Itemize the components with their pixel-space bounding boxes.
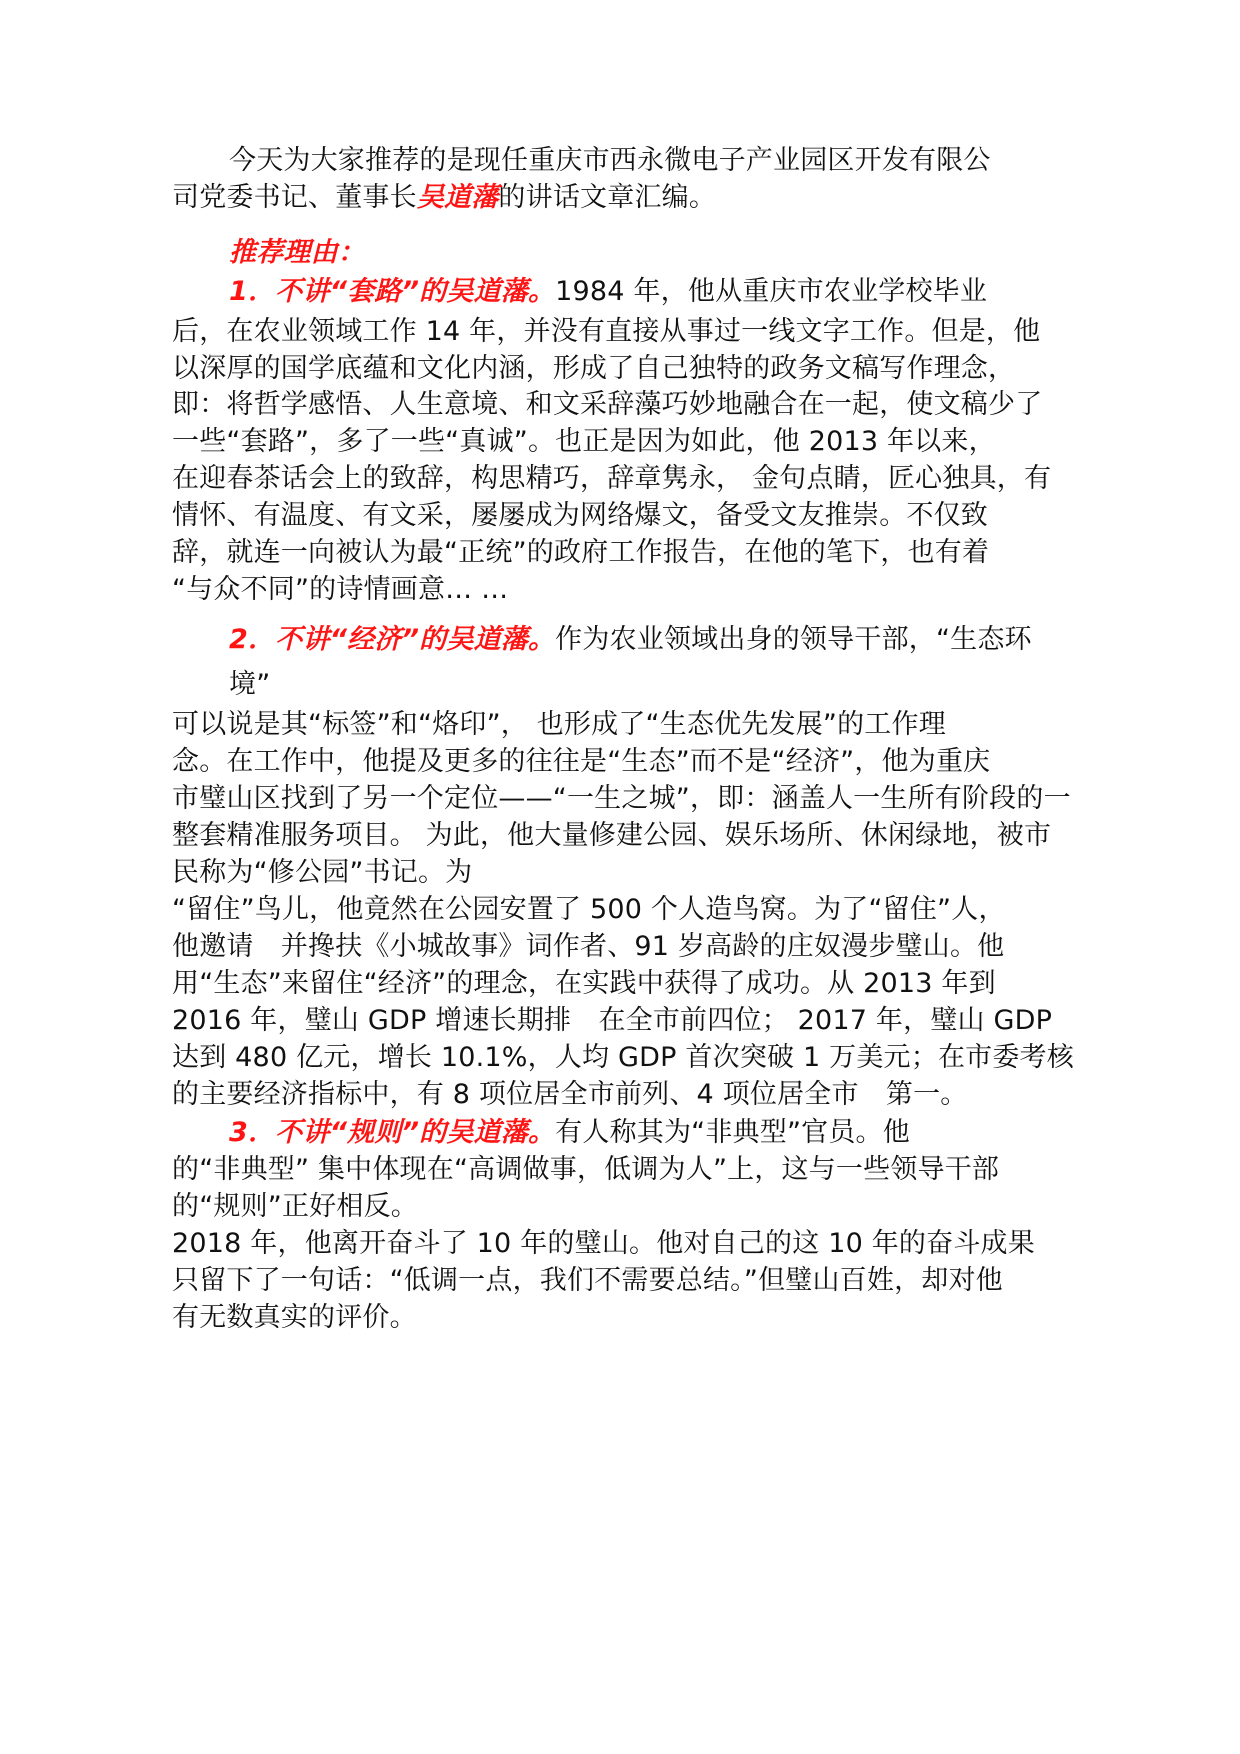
s3-line-3: 2018 年，他离开奋斗了 10 年的璧山。他对自己的这 10 年的奋斗成果 xyxy=(172,1228,1035,1259)
s3-heading: 3．不讲“规则”的吴道藩。 xyxy=(229,1117,556,1148)
s1-text: 1984 年，他从重庆市农业学校毕业 xyxy=(555,276,988,307)
s2-text: 作为农业领域出身的领导干部，“生态环 xyxy=(555,624,1032,655)
s3-line-4: 只留下了一句话：“低调一点，我们不需要总结。”但璧山百姓，却对他 xyxy=(172,1265,1003,1296)
reason-title: 推荐理由： xyxy=(229,237,365,268)
s1-line-6: 情怀、有温度、有文采，屡屡成为网络爆文，备受文友推崇。不仅致 xyxy=(172,500,988,531)
s2-line-6: 民称为“修公园”书记。为 xyxy=(172,857,473,888)
s1-line-8: “与众不同”的诗情画意… … xyxy=(172,574,509,605)
intro-line-2 xyxy=(172,178,716,218)
s1-line-0 xyxy=(229,272,987,312)
s3-line-1: 的“非典型” 集中体现在“高调做事，低调为人”上，这与一些领导干部 xyxy=(172,1154,1000,1185)
s2-line-5: 整套精准服务项目。 为此，他大量修建公园、娱乐场所、休闲绿地，被市 xyxy=(172,820,1052,851)
s1-heading: 1．不讲“套路”的吴道藩。 xyxy=(229,276,556,307)
s2-line-11: 达到 480 亿元，增长 10.1%，人均 GDP 首次突破 1 万美元；在市委考核 xyxy=(172,1042,1074,1073)
intro-line-1: 今天为大家推荐的是现任重庆市西永微电子产业园区开发有限公 xyxy=(229,145,991,176)
s2-line-2: 可以说是其“标签”和“烙印”， 也形成了“生态优先发展”的工作理 xyxy=(172,709,946,740)
s2-line-3: 念。在工作中，他提及更多的往往是“生态”而不是“经济”，他为重庆 xyxy=(172,746,991,777)
s2-line-10: 2016 年，璧山 GDP 增速长期排 在全市前四位； 2017 年，璧山 GDP xyxy=(172,1005,1053,1036)
s1-line-3: 即：将哲学感悟、人生意境、和文采辞藻巧妙地融合在一起，使文稿少了 xyxy=(172,389,1043,420)
s3-line-5: 有无数真实的评价。 xyxy=(172,1302,417,1333)
s2-heading: 2．不讲“经济”的吴道藩。 xyxy=(229,624,556,655)
s1-line-2: 以深厚的国学底蕴和文化内涵，形成了自己独特的政务文稿写作理念， xyxy=(172,353,1016,384)
s2-line-0 xyxy=(229,620,1032,660)
s3-text: 有人称其为“非典型”官员。他 xyxy=(555,1117,910,1148)
s2-line-9: 用“生态”来留住“经济”的理念，在实践中获得了成功。从 2013 年到 xyxy=(172,968,996,999)
s2-line-8: 他邀请 并搀扶《小城故事》词作者、91 岁高龄的庄奴漫步璧山。他 xyxy=(172,931,1005,962)
s2-line-7: “留住”鸟儿，他竟然在公园安置了 500 个人造鸟窝。为了“留住”人， xyxy=(172,894,1006,925)
s3-line-0 xyxy=(229,1113,910,1153)
intro-text: 司党委书记、董事长 xyxy=(172,182,417,213)
s1-line-4: 一些“套路”，多了一些“真诚”。也正是因为如此，他 2013 年以来， xyxy=(172,426,996,457)
highlighted-name: 吴道藩 xyxy=(416,182,499,213)
s1-line-5: 在迎春茶话会上的致辞，构思精巧，辞章隽永， 金句点睛，匠心独具，有 xyxy=(172,463,1052,494)
s2-line-12: 的主要经济指标中，有 8 项位居全市前列、4 项位居全市 第一。 xyxy=(172,1079,968,1110)
intro-text: 的讲话文章汇编。 xyxy=(498,182,717,213)
s2-line-4: 市璧山区找到了另一个定位——“一生之城”，即：涵盖人一生所有阶段的一 xyxy=(172,783,1071,814)
s3-line-2: 的“规则”正好相反。 xyxy=(172,1191,418,1222)
s1-line-7: 辞，就连一向被认为最“正统”的政府工作报告，在他的笔下，也有着 xyxy=(172,537,990,568)
s2-line-1: 境” xyxy=(229,669,271,700)
s1-line-1: 后，在农业领域工作 14 年，并没有直接从事过一线文字工作。但是，他 xyxy=(172,316,1041,347)
